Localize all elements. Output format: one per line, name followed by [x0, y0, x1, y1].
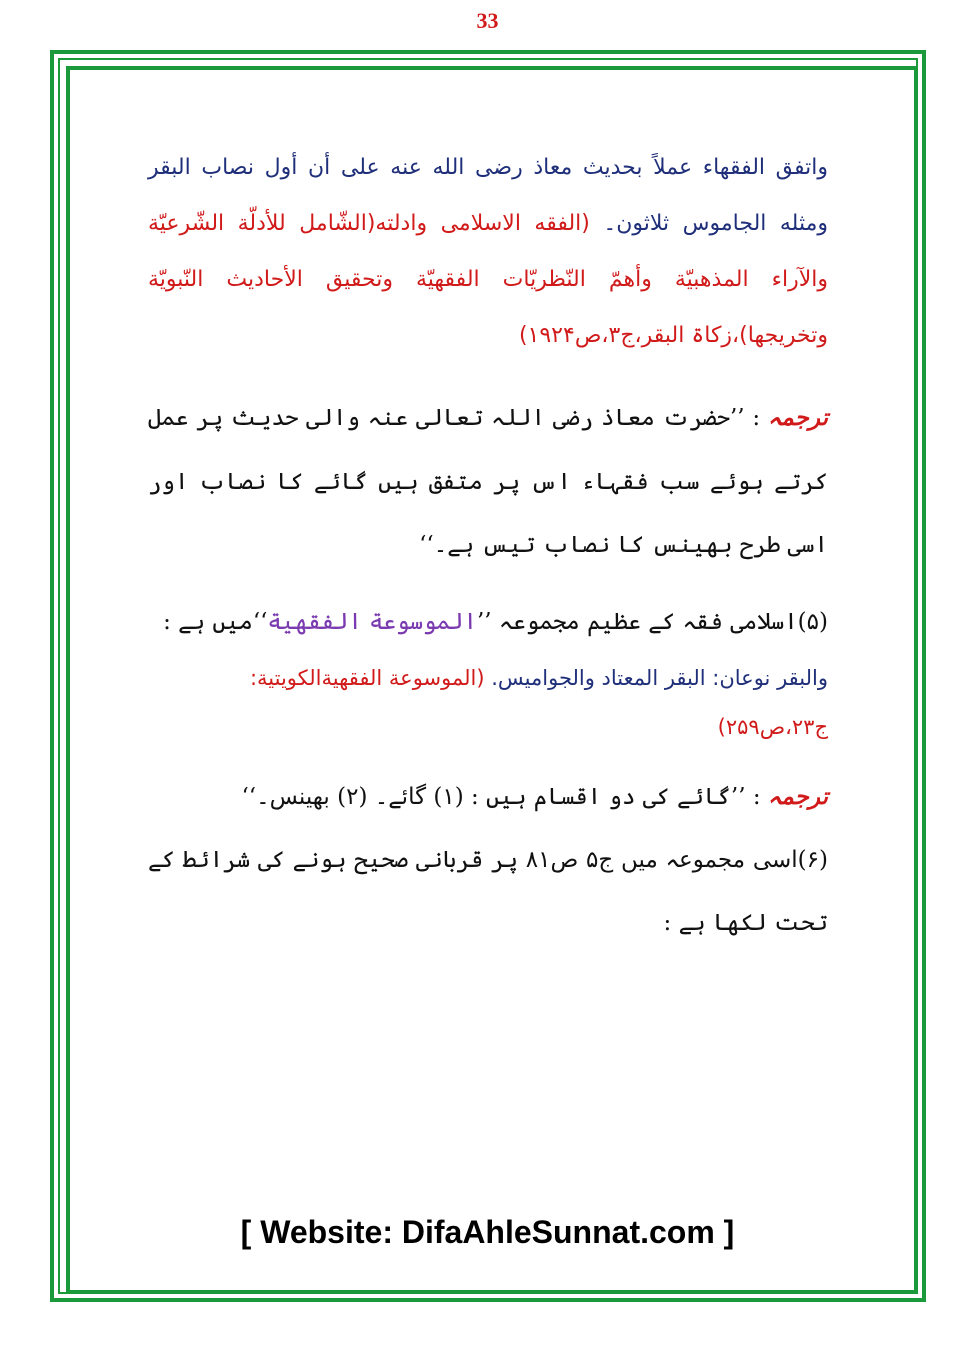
arabic-quote-citation: (الفقه الاسلامی وادلته(الشّامل للأدلّة الشّرعيّة والآراء المذهبيّة وأهمّ النّظريّات الفقهيّة وتحقيق الأحاديث النّبويّة وتخريجها)،زکاۃ البقر،ج۳،ص۱۹۲۴): [148, 211, 828, 349]
arabic-quote-paragraph-2: [148, 654, 828, 751]
arabic-quote-citation-2: (الموسوعة الفقهيةالكويتية: ج۲۳،ص۲۵۹): [249, 666, 828, 739]
website-footer: [ Website: DifaAhleSunnat.com ]: [240, 1214, 735, 1250]
arabic-quote-paragraph: [148, 140, 828, 364]
translation-text-2: : ’’گائے کی دو اقسام ہیں : (۱) گائے۔ (۲) بھینس۔‘‘: [241, 783, 761, 810]
translation-label-2: ترجمہ: [767, 782, 828, 810]
arabic-quote-text-2: والبقر نوعان: البقر المعتاد والجواميس.: [491, 666, 828, 691]
translation-paragraph-2: [148, 765, 828, 829]
item-6-paragraph: (۶)اسی مجموعہ میں ج۵ ص۸۱ پر قربانی صحیح ہونے کی شرائط کے تحت لکھا ہے :: [148, 847, 828, 937]
item-5-prefix: (۵)اسلامی فقہ کے عظیم مجموعہ ’’: [476, 609, 828, 636]
translation-paragraph-1: [148, 386, 828, 577]
page-content: [148, 140, 828, 956]
item-5-suffix: ‘‘میں ہے :: [163, 609, 268, 636]
page-number: 33: [476, 8, 499, 33]
item-5-paragraph: [148, 591, 828, 654]
arabic-quote-text: واتفق الفقهاء عملاً بحديث معاذ رضى الله عنه على أن أول نصاب البقر ومثله الجاموس ثلاثون۔: [148, 155, 828, 237]
translation-label: ترجمہ: [767, 404, 828, 432]
item-5-book-title: الموسوعة الفقهية: [267, 609, 477, 636]
translation-text: : ’’حضرت معاذ رضی اللہ تعالی عنہ والی حدیث پر عمل کرتے ہوئے سب فقہاء اس پر متفق ہیں گائے کا نصاب اور اسی طرح بھینس کا نصاب تیس ہے۔‘‘: [148, 405, 828, 558]
